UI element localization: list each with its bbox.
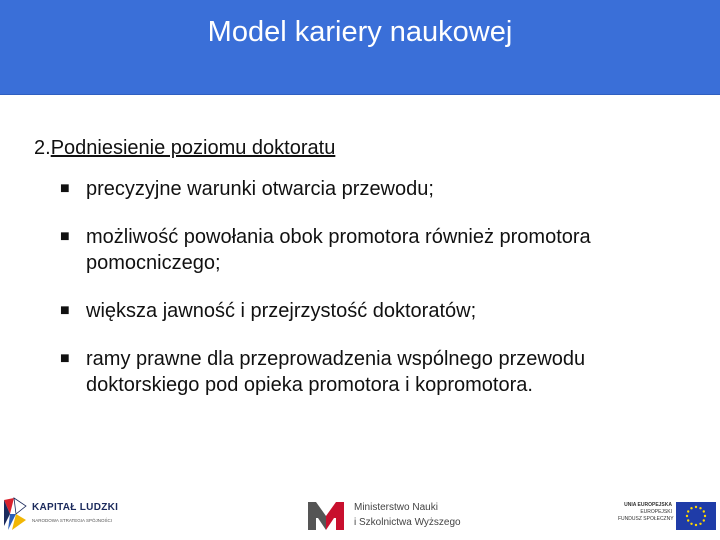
ministry-logo <box>308 498 461 538</box>
ministry-mark-icon <box>308 500 344 530</box>
bullet-list <box>60 176 700 420</box>
bullet-text: większa jawność i przejrzystość doktoratów; <box>86 300 477 322</box>
slide-title: Model kariery naukowej <box>207 16 513 48</box>
eu-logo <box>616 496 718 536</box>
bullet-square-icon: ■ <box>60 350 70 367</box>
eu-line1: UNIA EUROPEJSKA <box>624 502 672 508</box>
title-banner <box>0 0 720 95</box>
kapital-ludzki-star-icon <box>2 496 28 532</box>
section-heading-text: Podniesienie poziomu doktoratu <box>50 137 336 159</box>
section-number: 2. <box>34 137 51 159</box>
bullet-square-icon: ■ <box>60 228 70 245</box>
ministry-text <box>354 500 461 530</box>
ministry-line1: Ministerstwo Nauki <box>354 502 438 513</box>
kapital-ludzki-logo <box>2 494 132 536</box>
kapital-ludzki-subtitle: NARODOWA STRATEGIA SPÓJNOŚCI <box>32 518 113 523</box>
bullet-square-icon: ■ <box>60 180 70 197</box>
eu-line3: FUNDUSZ SPOŁECZNY <box>618 516 674 522</box>
section-heading <box>34 137 335 160</box>
eu-line2: EUROPEJSKI <box>640 509 672 515</box>
eu-flag-icon <box>676 502 716 530</box>
bullet-item <box>60 346 700 398</box>
ministry-line2: i Szkolnictwa Wyższego <box>354 517 461 528</box>
bullet-square-icon: ■ <box>60 302 70 319</box>
kapital-ludzki-title: KAPITAŁ LUDZKI <box>32 502 119 513</box>
bullet-text: możliwość powołania obok promotora również promotora pomocniczego; <box>86 226 591 274</box>
bullet-text: ramy prawne dla przeprowadzenia wspólnego przewodu doktorskiego pod opieka promotora i kopromotora. <box>86 348 586 396</box>
eu-text <box>618 502 672 523</box>
bullet-item <box>60 176 700 202</box>
bullet-item <box>60 224 700 276</box>
footer-logos <box>0 490 720 540</box>
bullet-text: precyzyjne warunki otwarcia przewodu; <box>86 178 434 200</box>
bullet-item <box>60 298 700 324</box>
